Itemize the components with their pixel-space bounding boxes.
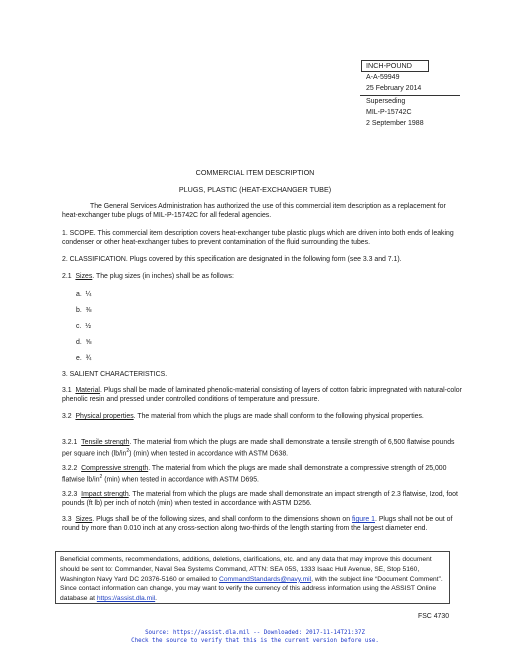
assist-link[interactable]: https://assist.dla.mil (96, 595, 156, 603)
compressive-paragraph: 3.2.2 Compressive strength. The material from which the plugs are made shall demonstrate a compressive strength of 25,000 flatwise $lb/in^2$ (min) when tested in accordance with ASTM D695. (62, 465, 447, 484)
size-list-item: d. ⅝ (76, 339, 92, 346)
inch-pound-label: INCH-POUND (361, 60, 429, 72)
page-subtitle: PLUGS, PLASTIC (HEAT-EXCHANGER TUBE) (178, 185, 332, 194)
figure-1-link[interactable]: figure 1 (352, 516, 375, 523)
classification-paragraph: 2. CLASSIFICATION. Plugs covered by this specification are designated in the following form (see 3.3 and 7.1). (62, 256, 402, 263)
impact-heading: Impact strength (81, 491, 129, 498)
physical-heading: Physical properties (75, 413, 134, 420)
verify-notice-line: Check the source to verify that this is the current version before use. (131, 638, 379, 644)
tensile-heading: Tensile strength (81, 439, 130, 446)
size-list-item: a. ¼ (76, 291, 92, 298)
material-heading: Material (75, 387, 100, 394)
sizes-text: . The plug sizes (in inches) shall be as follows: (92, 273, 234, 280)
superseded-date: 2 September 1988 (366, 120, 424, 127)
size-list-item: e. ¾ (76, 355, 92, 362)
page-title: COMMERCIAL ITEM DESCRIPTION (195, 168, 315, 177)
salient-heading: 3. SALIENT CHARACTERISTICS. (62, 371, 168, 378)
sizes-paragraph (62, 272, 462, 281)
tensile-paragraph: 3.2.1 Tensile strength. The material from which the plugs are made shall demonstrate a tensile strength of 6,500 flatwise pounds per square inch $(lb/in^2)$ (min) when tested in accordance with ASTM D638. (62, 439, 455, 458)
document-header (360, 60, 455, 129)
sizes33-heading: Sizes (75, 516, 93, 523)
document-date: 25 February 2014 (366, 85, 422, 92)
compressive-heading: Compressive strength (81, 465, 149, 472)
impact-paragraph: 3.2.3 Impact strength. The material from which the plugs are made shall demonstrate an impact strength of 2.3 flatwise, Izod, foot pounds (ft lb) per inch of notch (min) when tested in accordance with ASTM D256. (62, 491, 458, 508)
material-paragraph: 3.1 Material. Plugs shall be made of laminated phenolic-material consisting of layers of cotton fabric impregnated with natural-color phenolic resin and pressed under controlled conditions of temperature and pressure. (62, 387, 462, 404)
size-list-item: c. ½ (76, 323, 91, 330)
scope-paragraph: 1. SCOPE. This commercial item description covers heat-exchanger tube plastic plugs which are driven into both ends of leaking condenser or other heat-exchanger tubes to prevent contamination of the fluid surrounding the tubes. (62, 230, 454, 247)
section-number: 2.1 (62, 273, 72, 280)
email-link[interactable]: CommandStandards@navy.mil (218, 575, 312, 583)
sizes-conformance-paragraph: 3.3 Sizes. Plugs shall be of the following sizes, and shall conform to the dimensions shown on figure 1. Plugs shall not be out of round by more than 0.010 inch at any cross-section along two-thirds of the length starting from the largest diameter end. (62, 516, 453, 533)
superseded-document: MIL-P-15742C (366, 109, 412, 116)
document-id: A-A-59949 (366, 74, 400, 81)
fsc-code: FSC 4730 (418, 613, 450, 620)
superseding-label: Superseding (366, 98, 406, 105)
physical-properties-paragraph: 3.2 Physical properties. The material from which the plugs are made shall conform to the following physical properties. (62, 413, 424, 420)
sizes-heading: Sizes (75, 273, 93, 280)
download-source-line: Source: https://assist.dla.mil -- Downloaded: 2017-11-14T21:37Z (145, 630, 365, 636)
intro-paragraph: The General Services Administration has authorized the use of this commercial item description as a replacement for heat-exchanger tube plugs of MIL-P-15742C for all federal agencies. (62, 203, 446, 220)
feedback-box: Beneficial comments, recommendations, additions, deletions, clarifications, etc. and any data that may improve this document should be sent to: Commander, Naval Sea Systems Command, ATTN: SEA 05S, 1333 Isaac Hull Avenue, SE, Stop 5160, Washington Navy Yard DC 20376-5160 or emailed to CommandStandards@navy.mil, with the subject line “Document Comment”. Since contact information can change, you may want to verify the currency of this address information using the ASSIST Online database at https://assist.dla.mil. (55, 551, 450, 604)
size-list-item: b. ⅜ (76, 307, 92, 314)
